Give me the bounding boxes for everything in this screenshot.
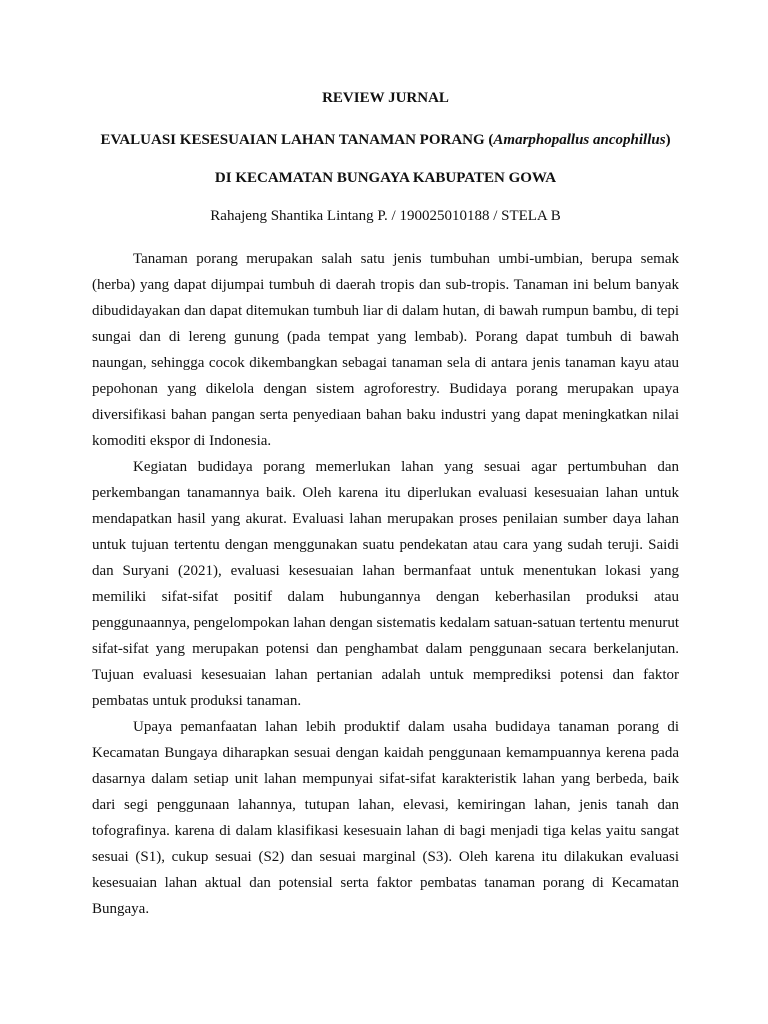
body-paragraph-1: Tanaman porang merupakan salah satu jenis tumbuhan umbi-umbian, berupa semak (herba) yang dapat dijumpai tumbuh di daerah tropis dan sub-tropis. Tanaman ini belum banyak dibudidayakan dan dapat ditemukan tumbuh liar di dalam hutan, di bawah rumpun bambu, di tepi sungai dan di lereng gunung (pada tempat yang lembab). Porang dapat tumbuh di bawah naungan, sehingga cocok dikembangkan sebagai tanaman sela di antara jenis tanaman kayu atau pepohonan yang dikelola dengan sistem agroforestry. Budidaya porang merupakan upaya diversifikasi bahan pangan serta penyediaan bahan baku industri yang dapat meningkatkan nilai komoditi ekspor di Indonesia. [92,251,679,449]
document-page [92,86,679,922]
title-prefix: EVALUASI KESESUAIAN LAHAN TANAMAN PORANG ( [100,132,494,148]
body-paragraph-2: Kegiatan budidaya porang memerlukan lahan yang sesuai agar pertumbuhan dan perkembangan tanamannya baik. Oleh karena itu diperlukan evaluasi kesesuaian lahan untuk mendapatkan hasil yang akurat. Evaluasi lahan merupakan proses penilaian sumber daya lahan untuk tujuan tertentu dengan menggunakan suatu pendekatan atau cara yang sudah teruji. Saidi dan Suryani (2021), evaluasi kesesuaian lahan bermanfaat untuk menentukan lokasi yang memiliki sifat-sifat positif dalam hubungannya dengan keberhasilan produksi atau penggunaannya, pengelompokan lahan dengan sistematis kedalam satuan-satuan tertentu menurut sifat-sifat yang merupakan potensi dan penghambat dalam penggunaan secara berkelanjutan. Tujuan evaluasi kesesuaian lahan pertanian adalah untuk memprediksi potensi dan faktor pembatas untuk produksi tanaman. [92,459,679,709]
body-paragraph-3: Upaya pemanfaatan lahan lebih produktif dalam usaha budidaya tanaman porang di Kecamatan Bungaya diharapkan sesuai dengan kaidah penggunaan kemampuannya kerena pada dasarnya dalam setiap unit lahan mempunyai sifat-sifat karakteristik lahan yang berbeda, baik dari segi penggunaan lahannya, tutupan lahan, elevasi, kemiringan lahan, jenis tanah dan tofografinya. karena di dalam klasifikasi kesesuain lahan di bagi menjadi tiga kelas yaitu sangat sesuai (S1), cukup sesuai (S2) dan sesuai marginal (S3). Oleh karena itu dilakukan evaluasi kesesuaian lahan aktual dan potensial serta faktor pembatas tanaman porang di Kecamatan Bungaya. [92,719,679,917]
document-heading: REVIEW JURNAL [322,90,449,106]
title-suffix: ) [665,132,671,148]
species-name: Amarphopallus ancophillus [493,132,666,148]
document-title-line-1 [92,128,679,152]
author-line: Rahajeng Shantika Lintang P. / 190025010188 / STELA B [210,208,561,224]
document-title-line-2: DI KECAMATAN BUNGAYA KABUPATEN GOWA [214,170,557,186]
